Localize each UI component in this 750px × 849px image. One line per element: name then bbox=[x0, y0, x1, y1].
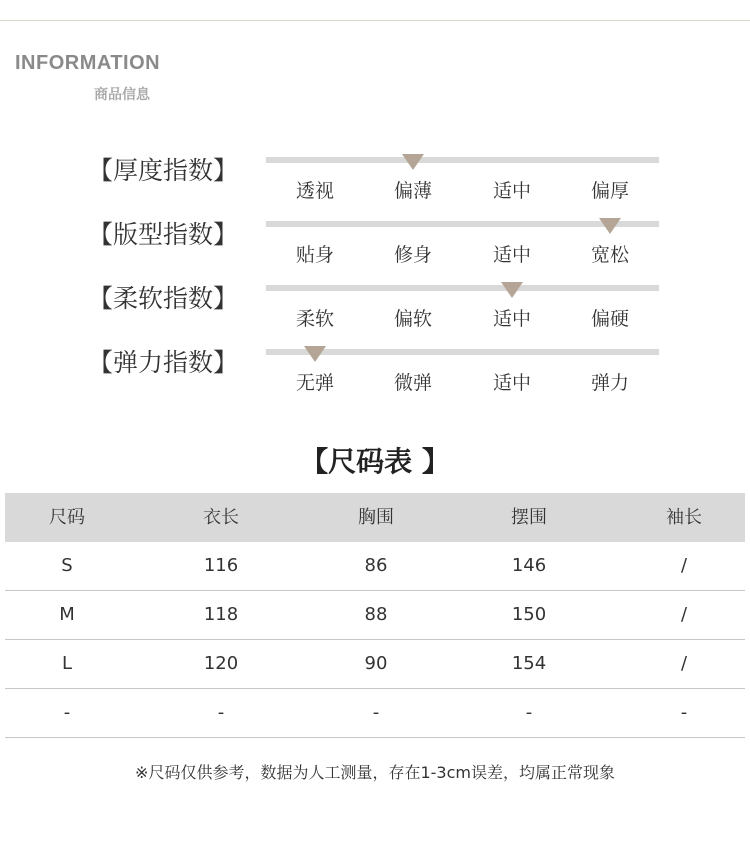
index-label: 【版型指数】 bbox=[88, 220, 239, 249]
table-cell: / bbox=[680, 604, 688, 625]
table-header-cell: 尺码 bbox=[49, 507, 85, 528]
table-cell: S bbox=[61, 555, 73, 576]
index-label: 【弹力指数】 bbox=[88, 348, 239, 377]
table-cell: - bbox=[63, 702, 71, 723]
index-option: 偏硬 bbox=[590, 308, 629, 330]
index-track bbox=[266, 157, 659, 163]
index-label: 【厚度指数】 bbox=[88, 156, 239, 185]
size-disclaimer: ※尺码仅供参考，数据为人工测量，存在1-3cm误差，均属正常现象 bbox=[135, 763, 615, 782]
index-marker bbox=[402, 154, 424, 170]
table-cell: 118 bbox=[203, 604, 239, 625]
index-option: 贴身 bbox=[295, 244, 334, 266]
table-cell: 86 bbox=[364, 555, 388, 576]
index-option: 柔软 bbox=[295, 308, 334, 330]
index-option: 偏薄 bbox=[393, 180, 432, 202]
table-header-cell: 衣长 bbox=[203, 507, 239, 528]
table-cell: 150 bbox=[511, 604, 547, 625]
index-option: 透视 bbox=[295, 180, 334, 202]
table-cell: 120 bbox=[203, 653, 239, 674]
table-row bbox=[5, 640, 745, 689]
index-option: 适中 bbox=[492, 244, 531, 266]
index-option: 无弹 bbox=[295, 372, 334, 394]
index-option: 宽松 bbox=[590, 244, 629, 266]
index-option: 微弹 bbox=[393, 372, 432, 394]
table-cell: - bbox=[372, 702, 380, 723]
table-cell: 90 bbox=[364, 653, 388, 674]
index-row-thickness bbox=[0, 157, 750, 217]
top-divider bbox=[0, 20, 750, 21]
index-marker bbox=[501, 282, 523, 298]
table-cell: 154 bbox=[511, 653, 547, 674]
index-option: 偏软 bbox=[393, 308, 432, 330]
index-row-fit bbox=[0, 221, 750, 281]
index-option: 修身 bbox=[393, 244, 432, 266]
table-row bbox=[5, 591, 745, 640]
table-header-row bbox=[5, 493, 745, 542]
index-marker bbox=[599, 218, 621, 234]
size-table-heading: 【尺码表 】 bbox=[300, 445, 450, 478]
table-cell: - bbox=[680, 702, 688, 723]
table-cell: M bbox=[59, 604, 75, 625]
table-cell: / bbox=[680, 653, 688, 674]
table-header-cell: 袖长 bbox=[666, 507, 702, 528]
index-option: 弹力 bbox=[590, 372, 629, 394]
size-table bbox=[5, 493, 745, 738]
section-subtitle: 商品信息 bbox=[94, 87, 150, 103]
index-row-softness bbox=[0, 285, 750, 345]
table-cell: - bbox=[217, 702, 225, 723]
index-row-stretch bbox=[0, 349, 750, 409]
index-option: 适中 bbox=[492, 372, 531, 394]
table-cell: L bbox=[61, 653, 73, 674]
index-option: 适中 bbox=[492, 308, 531, 330]
table-cell: - bbox=[525, 702, 533, 723]
table-row bbox=[5, 689, 745, 738]
table-row bbox=[5, 542, 745, 591]
section-title: INFORMATION bbox=[15, 52, 161, 74]
index-marker bbox=[304, 346, 326, 362]
table-cell: 116 bbox=[203, 555, 239, 576]
index-label: 【柔软指数】 bbox=[88, 284, 239, 313]
table-header-cell: 胸围 bbox=[358, 507, 394, 528]
table-cell: 146 bbox=[511, 555, 547, 576]
index-track bbox=[266, 285, 659, 291]
table-cell: / bbox=[680, 555, 688, 576]
table-header-cell: 摆围 bbox=[511, 507, 547, 528]
index-option: 偏厚 bbox=[590, 180, 629, 202]
index-option: 适中 bbox=[492, 180, 531, 202]
table-cell: 88 bbox=[364, 604, 388, 625]
